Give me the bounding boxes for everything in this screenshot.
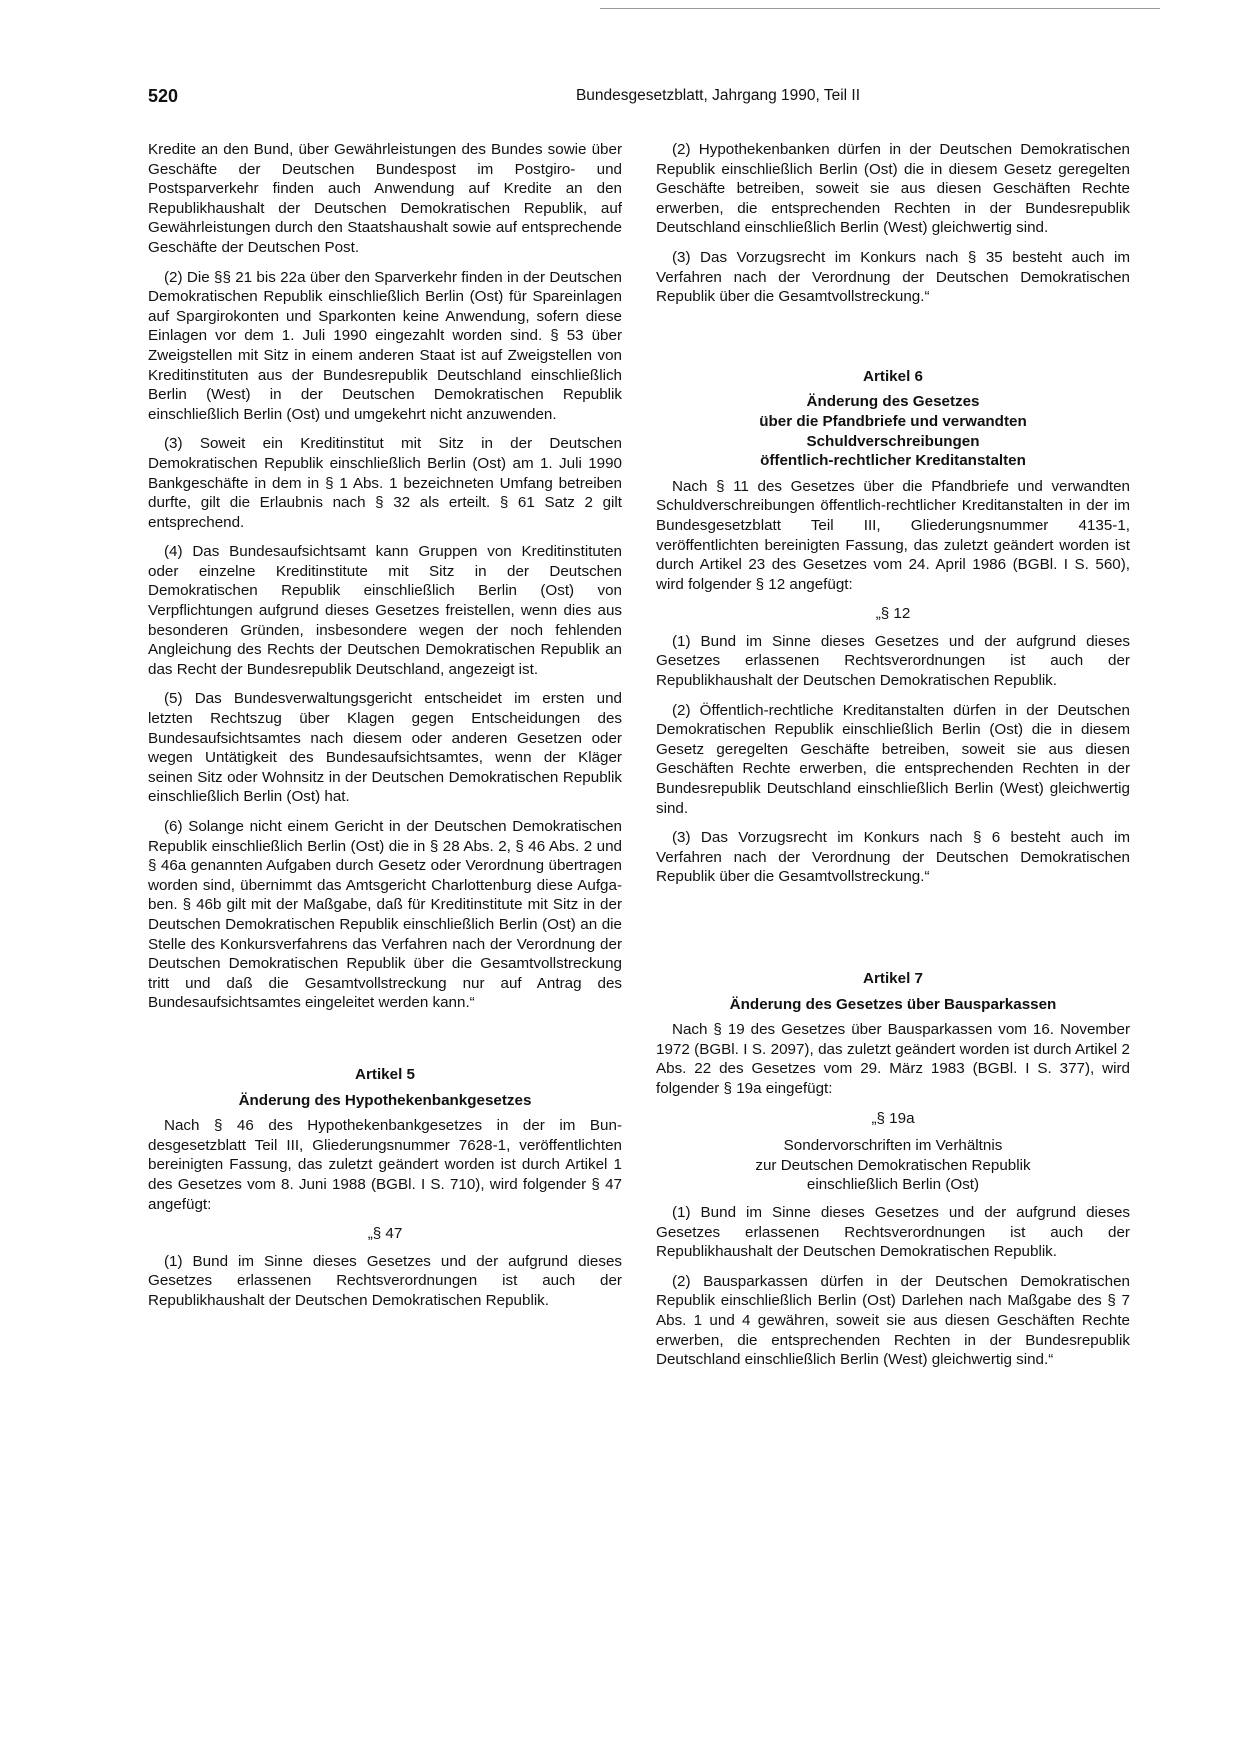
- paragraph: (3) Soweit ein Kreditinstitut mit Sitz in der Deutschen Demokratischen Republik einschließlich Berlin (Ost) am 1. Juli 1990 Bankgeschäfte in dem in § 1 Abs. 1 bezeichneten Umfang betreiben durfte, gilt die Erlaubnis nach § 32 als erteilt. § 61 Satz 2 gilt entsprechend.: [148, 435, 622, 531]
- paragraph: (2) Die §§ 21 bis 22a über den Sparverkehr finden in der Deutschen Demokratischen Republik einschließlich Berlin (Ost) für Spareinlagen auf Spargirokonten und Sparkonten keine Anwendung, sofern diese Einlagen vor dem 1. Juli 1990 eingezahlt worden sind. § 53 über Zweigstellen mit Sitz in einem anderen Staat ist auf Zweigstellen von Kreditinstituten aus der Bundesrepublik Deutschland einschließlich Berlin (West) in der Deutschen Demokratischen Republik einschließlich Berlin (Ost) und umgekehrt nicht anzuwenden.: [148, 268, 622, 423]
- paragraph: (1) Bund im Sinne dieses Gesetzes und der aufgrund dieses Gesetzes erlassenen Rechtsverordnungen ist auch der Republikhaushalt der Deutschen Demokratischen Republik.: [656, 632, 1130, 690]
- paragraph: (2) Bausparkassen dürfen in der Deutschen Demokratischen Republik einschließlich Berlin (Ost) Darlehen nach Maßgabe des § 7 Abs. 1 und 4 gewähren, soweit sie aus diesen Geschäften Rechte erwerben, die entsprechenden Rechten in der Bundesrepublik Deutschland einschließlich Berlin (West) gleichwertig sind.“: [656, 1272, 1130, 1369]
- title-line: über die Pfandbriefe und verwandten: [759, 412, 1027, 430]
- section-marker: „§ 19a: [871, 1109, 915, 1127]
- paragraph: (5) Das Bundesverwaltungsgericht entscheidet im ersten und letzten Rechtszug über Klagen gegen Entscheidungen des Bundesaufsichtsamtes nach diesem oder anderen Gesetzen oder wegen Untätigkeit des Bundesaufsichtsamtes, wenn der Kläger seinen Sitz oder Wohnsitz in der Deutschen Demokratischen Republik einschließlich Berlin (Ost) hat.: [148, 690, 622, 806]
- section-gap: [656, 317, 1130, 367]
- page-header: [148, 86, 1158, 110]
- right-column: [656, 140, 1130, 1380]
- section-gap: [656, 897, 1130, 969]
- running-head: Bundesgesetzblatt, Jahrgang 1990, Teil II: [575, 87, 861, 104]
- paragraph: (2) Hypothekenbanken dürfen in der Deutschen Demokratischen Republik einschließlich Berlin (Ost) die in diesem Gesetz geregelten Geschäfte betreiben, soweit sie aus diesen Geschäften Rechte erwerben, die entsprechenden Rechten in der Bundesrepublik Deutschland einschließlich Berlin (West) gleichwertig sind.: [656, 141, 1130, 237]
- subtitle-line: Sondervorschriften im Verhältnis: [783, 1137, 1003, 1155]
- article-7-heading: Artikel 7: [863, 970, 923, 987]
- scan-edge-rule: [600, 8, 1160, 9]
- paragraph: Kredite an den Bund, über Gewährleistungen des Bundes sowie über Geschäfte der Deutschen Bundespost im Postgiro- und Postsparverkehr finden auch Anwendung auf Kredite an den Republikhaushalt der Deutschen Demokratischen Republik, auf Gewährleistungen durch den Staatshaushalt sowie auf entsprechende Geschäfte der Deutschen Post.: [148, 141, 622, 256]
- section-marker: „§ 12: [875, 605, 911, 623]
- paragraph: (6) Solange nicht einem Gericht in der Deutschen Demokratischen Republik einschließlich Berlin (Ost) die in § 28 Abs. 2, § 46 Abs. 2 und § 46a genannten Aufgaben durch Gesetz oder Verordnung übertragen worden sind, übernimmt das Amtsgericht Charlottenburg diese Aufgaben. § 46b gilt mit der Maßgabe, daß für Kreditinstitute mit Sitz in der Deutschen Demokratischen Republik einschließlich Berlin (Ost) an die Stelle des Konkursverfahrens das Verfahren nach der Verordnung der Deutschen Demokratischen Republik über die Gesamtvollstreckung tritt und daß die Gesamtvollstreckung nur auf Antrag des Bundesaufsichtsamtes eingeleitet werden kann.“: [148, 818, 622, 1012]
- paragraph: (4) Das Bundesaufsichtsamt kann Gruppen von Kreditinstituten oder einzelne Kreditinstitute mit Sitz in der Deutschen Demokratischen Republik einschließlich Berlin (Ost) von Verpflichtungen aufgrund dieses Gesetzes freistellen, wenn dies aus besonderen Gründen, insbesondere wegen der noch fehlenden Angleichung des Rechts der Deutschen Demokratischen Republik an das Recht der Bundesrepublik Deutschland, angezeigt ist.: [148, 543, 622, 678]
- section-marker: „§ 47: [367, 1225, 403, 1243]
- article-5-heading: Artikel 5: [355, 1065, 415, 1083]
- paragraph: Nach § 11 des Gesetzes über die Pfandbriefe und verwandten Schuldverschreibungen öffentlich-rechtlicher Kreditanstalten in der im Bundesgesetzblatt Teil III, Gliederungsnummer 4135-1, veröffentlichten bereinigten Fassung, das zuletzt geändert worden ist durch Artikel 23 des Gesetzes vom 24. April 1986 (BGBl. I S. 560), wird folgender § 12 angefügt:: [656, 477, 1130, 593]
- paragraph: (2) Öffentlich-rechtliche Kreditanstalten dürfen in der Deutschen Demokratischen Republik einschließlich Berlin (Ost) die in diesem Gesetz geregelten Geschäfte betreiben, soweit sie aus diesen Geschäften Rechte erwerben, die entsprechenden Rechten in der Bundesrepublik Deutschland einschließlich Berlin (West) gleichwertig sind.: [656, 701, 1130, 817]
- subtitle-line: einschließlich Berlin (Ost): [806, 1176, 980, 1194]
- paragraph: (1) Bund im Sinne dieses Gesetzes und der aufgrund dieses Gesetzes erlassenen Rechtsverordnungen ist auch der Republikhaushalt der Deutschen Demokratischen Republik.: [656, 1203, 1130, 1261]
- article-7-title: Änderung des Gesetzes über Bausparkassen: [729, 995, 1057, 1013]
- page-number: 520: [148, 86, 179, 106]
- title-line: Änderung des Gesetzes: [806, 393, 980, 411]
- paragraph: Nach § 19 des Gesetzes über Bausparkassen vom 16. November 1972 (BGBl. I S. 2097), das zuletzt geändert worden ist durch Artikel 2 Abs. 22 des Gesetzes vom 29. März 1983 (BGBl. I S. 377), wird folgender § 19a eingefügt:: [656, 1021, 1130, 1097]
- title-line: öffentlich-rechtlicher Kreditanstalten: [760, 452, 1026, 470]
- section-gap: [148, 1023, 622, 1065]
- title-line: Schuldverschreibungen: [806, 432, 980, 450]
- paragraph: (3) Das Vorzugsrecht im Konkurs nach § 35 besteht auch im Verfahren nach der Verordnung der Deutschen Demokratischen Republik über die Gesamtvollstreckung.“: [656, 248, 1130, 306]
- paragraph: Nach § 46 des Hypothekenbankgesetzes in der im Bundesgesetzblatt Teil III, Gliederungsnummer 7628-1, veröffentlichten bereinigten Fassung, das zuletzt geändert worden ist durch Artikel 1 des Gesetzes vom 8. Juni 1988 (BGBl. I S. 710), wird folgender § 47 angefügt:: [148, 1117, 622, 1213]
- article-6-heading: Artikel 6: [863, 367, 923, 385]
- article-6-title: [656, 392, 1130, 470]
- left-column: [148, 140, 622, 1320]
- paragraph: (1) Bund im Sinne dieses Gesetzes und der aufgrund dieses Gesetzes erlassenen Rechtsverordnungen ist auch der Republikhaushalt der Deutschen Demokratischen Republik.: [148, 1252, 622, 1309]
- section-subtitle: [656, 1136, 1130, 1195]
- article-5-title: Änderung des Hypothekenbankgesetzes: [238, 1091, 532, 1109]
- subtitle-line: zur Deutschen Demokratischen Republik: [755, 1156, 1031, 1174]
- paragraph: (3) Das Vorzugsrecht im Konkurs nach § 6 besteht auch im Verfahren nach der Verordnung der Deutschen Demokratischen Republik über die Gesamtvollstreckung.“: [656, 829, 1130, 886]
